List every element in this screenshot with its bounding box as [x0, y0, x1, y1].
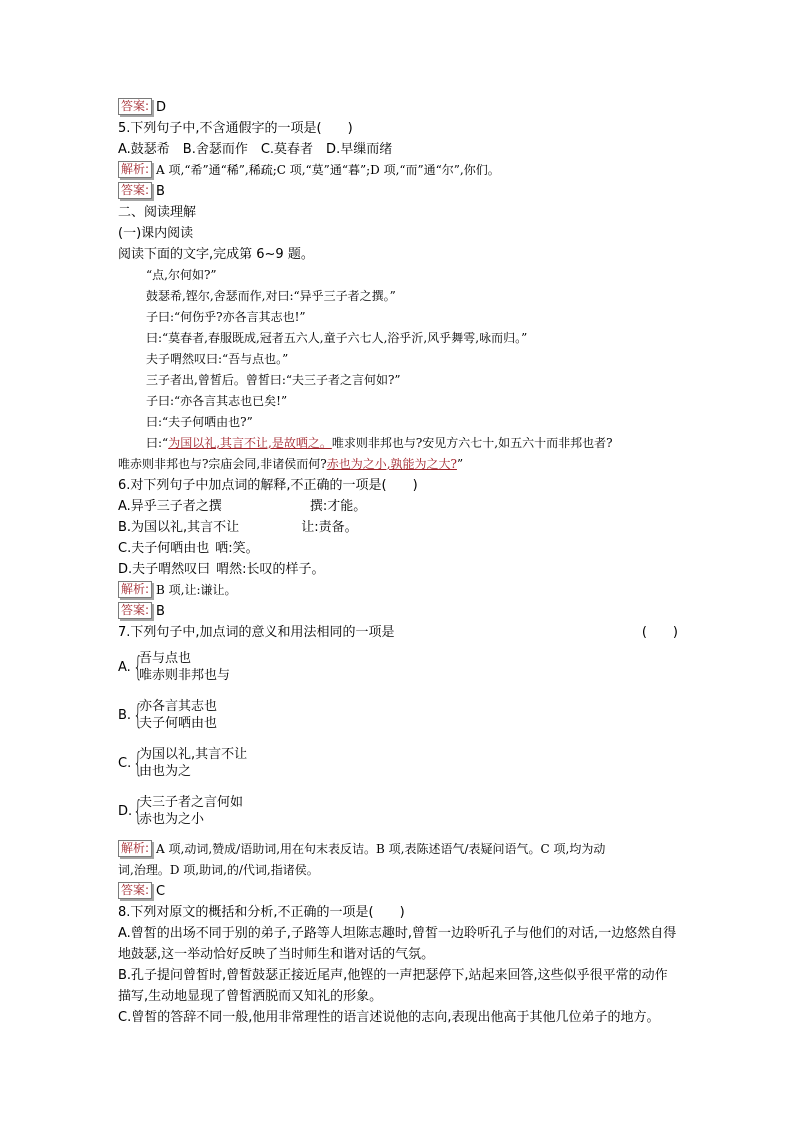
- q5-answer-row: [118, 181, 678, 202]
- q4-answer: D: [156, 100, 167, 115]
- q6-answer-row: [118, 601, 678, 622]
- q8-option-c: C.曾皙的答辞不同一般,他用非常理性的语言述说他的志向,表现出他高于其他几位弟子的地方。: [118, 1010, 660, 1025]
- brace-icon: {: [133, 650, 143, 683]
- q5-stem: 5.下列句子中,不含通假字的一项是( ): [118, 121, 353, 136]
- passage-line-last: 曰:“为国以礼,其言不让,是故哂之。唯求则非邦也与?安见方六七十,如五六十而非邦也者?: [146, 436, 613, 450]
- brace-icon: {: [133, 794, 143, 827]
- passage-line: 曰:“莫春者,春服既成,冠者五六人,童子六七人,浴乎沂,风乎舞雩,咏而归。”: [146, 331, 528, 345]
- brace-icon: {: [133, 698, 143, 731]
- q7-analysis-row: [118, 839, 678, 860]
- analysis-tag: 解析:: [118, 840, 152, 857]
- q6-analysis: B 项,让:谦让。: [156, 583, 237, 597]
- passage-line-last-cont: 唯赤则非邦也与?宗庙会同,非诸侯而何?赤也为之小,孰能为之大?”: [118, 457, 464, 471]
- q5-options: A.鼓瑟希 B.舍瑟而作 C.莫春者 D.早缫而绪: [118, 142, 393, 157]
- q7-option-a: A. { 吾与点也 唯赤则非邦也与: [118, 650, 231, 683]
- q6-option-a: A.异乎三子者之撰 撰:才能。: [118, 499, 367, 514]
- passage-line: 子曰:“何伤乎?亦各言其志也!”: [146, 310, 306, 324]
- q6-stem: 6.对下列句子中加点词的解释,不正确的一项是( ): [118, 478, 418, 493]
- q7-option-b: B. { 亦各言其志也 夫子何哂由也: [118, 698, 218, 731]
- q6-option-b: B.为国以礼,其言不让 让:责备。: [118, 520, 358, 535]
- q5-analysis-row: [118, 160, 678, 181]
- q6-analysis-row: [118, 580, 678, 601]
- passage-line: 夫子喟然叹曰:“吾与点也。”: [146, 352, 289, 366]
- passage-line: 鼓瑟希,铿尔,舍瑟而作,对曰:“异乎三子者之撰。”: [146, 289, 396, 303]
- brace-icon: {: [133, 746, 143, 779]
- q6-option-c: C.夫子何哂由也 哂:笑。: [118, 541, 259, 556]
- highlight-sentence-2: 赤也为之小,孰能为之大?: [326, 457, 457, 471]
- highlight-sentence-1: 为国以礼,其言不让,是故哂之。: [168, 436, 332, 450]
- q8-option-b: B.孔子提问曾皙时,曾皙鼓瑟正接近尾声,他铿的一声把瑟停下,站起来回答,这些似乎很平常的动作描写,生动地显现了曾皙洒脱而又知礼的形象。: [118, 968, 668, 1004]
- answer-tag: 答案:: [118, 182, 152, 199]
- q7-analysis-2: 词,治理。D 项,助词,的/代词,指诸侯。: [118, 863, 319, 877]
- q6-option-d: D.夫子喟然叹曰 喟然:长叹的样子。: [118, 562, 325, 577]
- q7-analysis-1: A 项,动词,赞成/语助词,用在句末表反诘。B 项,表陈述语气/表疑问语气。C 项,均为动: [156, 842, 606, 856]
- q8-option-a: A.曾皙的出场不同于别的弟子,子路等人坦陈志趣时,曾皙一边聆听孔子与他们的对话,一边悠然自得地鼓瑟,这一举动恰好反映了当时师生和谐对话的气氛。: [118, 926, 677, 962]
- q6-answer: B: [156, 604, 165, 619]
- q7-answer: C: [156, 884, 166, 899]
- passage-line: 三子者出,曾皙后。曾皙曰:“夫三子者之言何如?”: [146, 373, 401, 387]
- answer-tag: 答案:: [118, 882, 152, 899]
- reading-instruction: 阅读下面的文字,完成第 6~9 题。: [118, 247, 314, 262]
- q7-stem-row: [118, 622, 678, 643]
- content-column: [118, 97, 678, 1028]
- q7-answer-row: [118, 881, 678, 902]
- analysis-tag: 解析:: [118, 581, 152, 598]
- q4-answer-row: [118, 97, 678, 118]
- analysis-tag: 解析:: [118, 161, 152, 178]
- q5-answer: B: [156, 184, 165, 199]
- q7-paren: ( ): [641, 625, 678, 640]
- passage-line: 曰:“夫子何哂由也?”: [146, 415, 253, 429]
- passage-line: 子曰:“亦各言其志也已矣!”: [146, 394, 288, 408]
- passage-line: “点,尔何如?”: [146, 268, 217, 282]
- section-heading: 二、阅读理解: [118, 205, 197, 220]
- q7-stem: 7.下列句子中,加点词的意义和用法相同的一项是: [118, 625, 395, 640]
- answer-tag: 答案:: [118, 602, 152, 619]
- answer-tag: 答案:: [118, 98, 152, 115]
- q7-option-c: C. { 为国以礼,其言不让 由也为之: [118, 746, 248, 779]
- q8-stem: 8.下列对原文的概括和分析,不正确的一项是( ): [118, 905, 405, 920]
- subsection-heading: (一)课内阅读: [118, 226, 194, 241]
- q5-analysis: A 项,“希”通“稀”,稀疏;C 项,“莫”通“暮”;D 项,“而”通“尔”,你们。: [156, 163, 500, 177]
- q7-option-d: D. { 夫三子者之言何如 赤也为之小: [118, 794, 244, 827]
